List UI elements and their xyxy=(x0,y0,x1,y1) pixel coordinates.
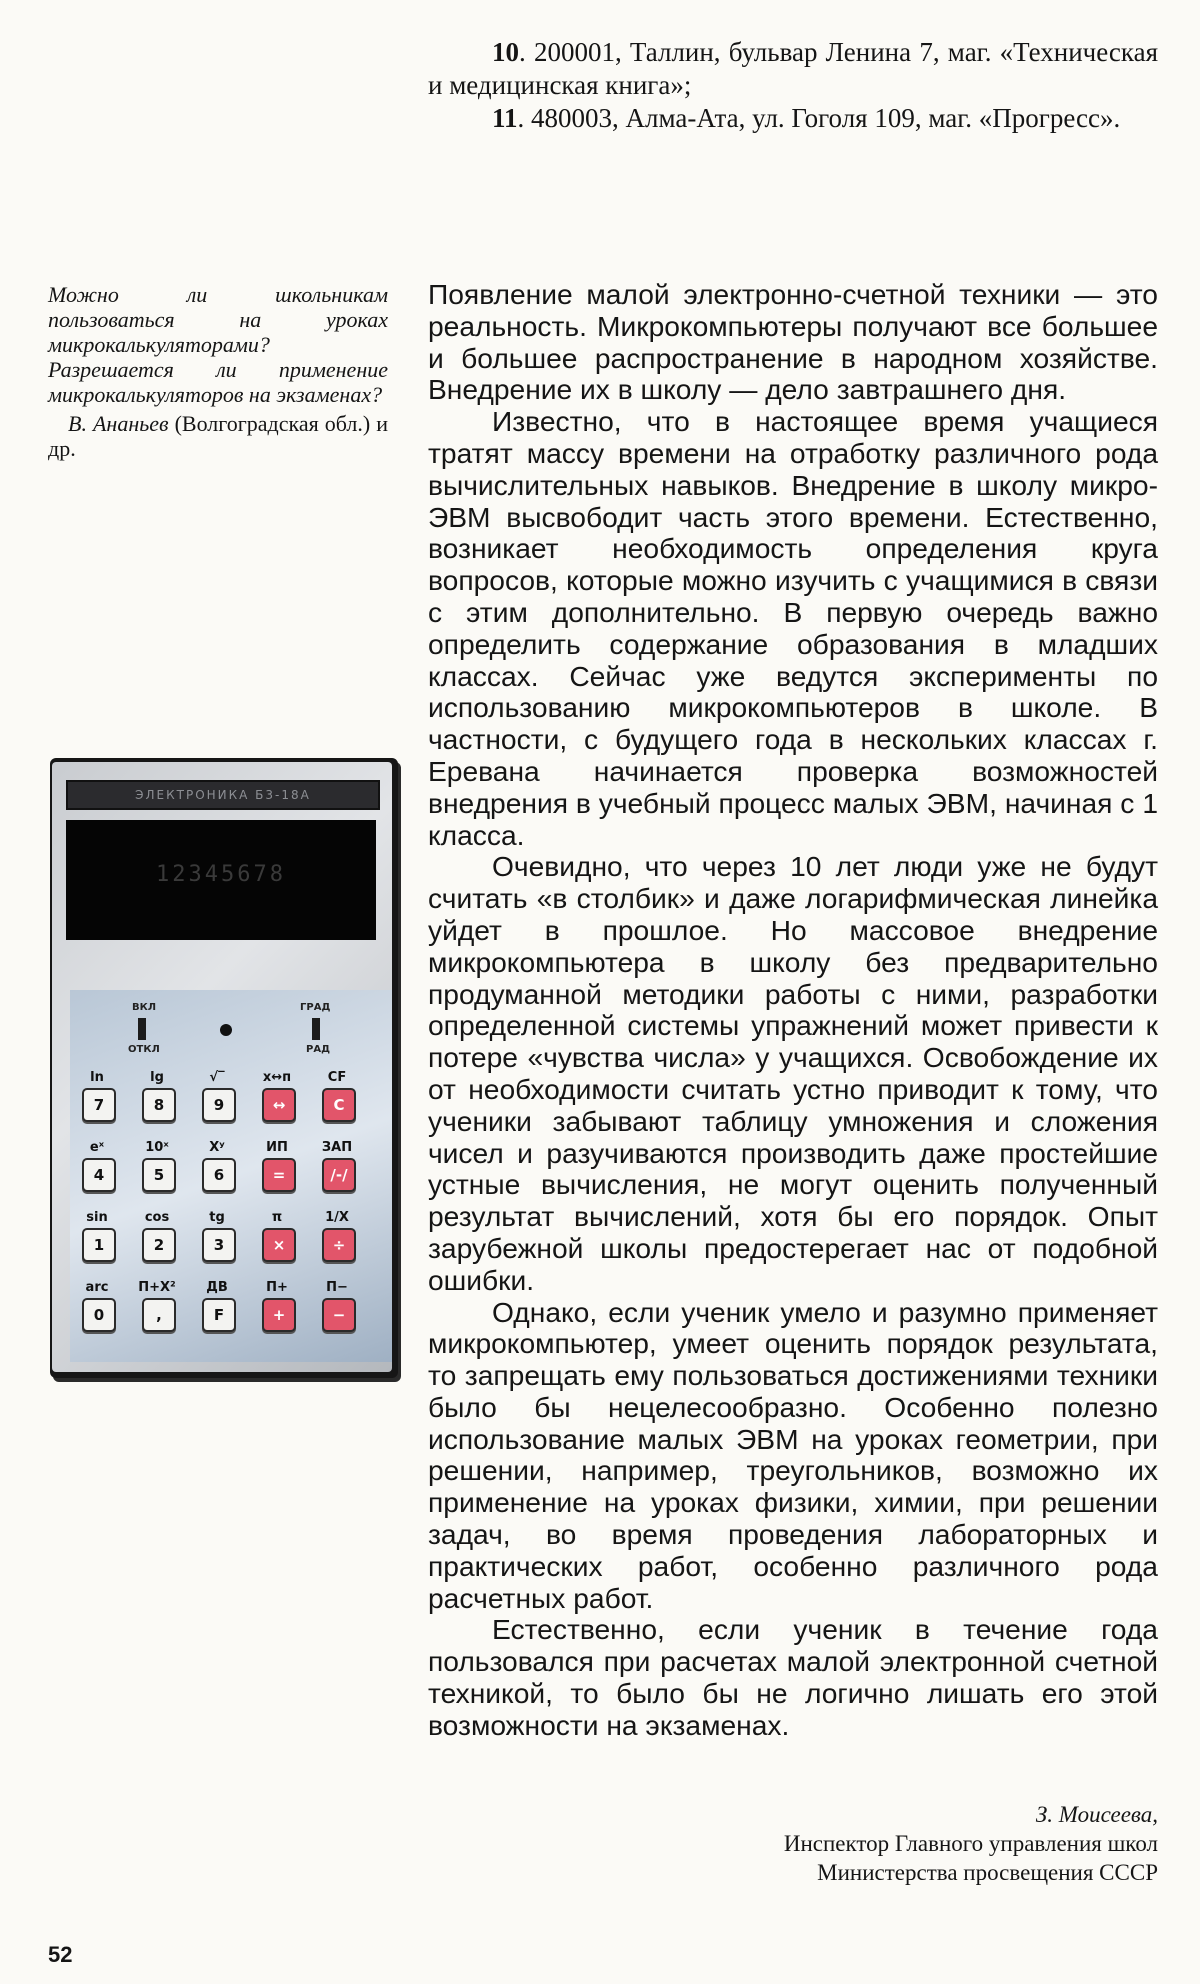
signature-org: Министерства просвещения СССР xyxy=(817,1860,1158,1885)
calculator-key: F xyxy=(202,1298,236,1332)
calculator-key: 6 xyxy=(202,1158,236,1192)
article-paragraph: Очевидно, что через 10 лет люди уже не будут считать «в столбик» и даже логарифмическая линейка уйдет в прошлое. Но массовое внедрение микрокомпьютера в школу без предварительно продуманной методики работы с ними, разработки определенной системы упражнений может привести к потере «чувства числа» у учащихся. Освобождение их от необходимости считать устно приводит к тому, что ученики забывают таблицу умножения и сложения чисел и разучиваются производить даже простейшие устные вычисления, не могут оценить полученный результат вычислений, хотя бы его порядок. Опыт зарубежной школы предостерегает нас от подобной ошибки. xyxy=(428,850,1158,1296)
key-function-label: eˣ xyxy=(89,1140,105,1155)
article-body xyxy=(428,279,1158,1742)
calculator-key: /-/ xyxy=(322,1158,356,1192)
key-function-label: Xʸ xyxy=(209,1140,225,1155)
key-function-label: 1/X xyxy=(325,1210,349,1225)
article-paragraph: Появление малой электронно-счетной техники — это реальность. Микрокомпьютеры получают все большее и большее распространение в народном хозяйстве. Внедрение их в школу — дело завтрашнего дня. xyxy=(428,278,1158,406)
calculator-display xyxy=(66,820,376,940)
question-text: Можно ли школьникам пользоваться на уроках микрокалькуляторами? Разрешается ли применение микрокалькуляторов на экзаменах? xyxy=(48,282,388,407)
calculator-key: 4 xyxy=(82,1158,116,1192)
address-list xyxy=(428,36,1158,135)
calculator-key: − xyxy=(322,1298,356,1332)
switch-label: ГРАД xyxy=(300,1002,331,1013)
calculator-key: 5 xyxy=(142,1158,176,1192)
signature-name: З. Моисеева, xyxy=(1035,1802,1158,1827)
calculator-key: + xyxy=(262,1298,296,1332)
calculator-key: ↔ xyxy=(262,1088,296,1122)
key-function-label: П+X² xyxy=(138,1280,176,1295)
question-author: В. Ананьев (Волгоградская обл.) и др. xyxy=(48,411,389,461)
switch-label: ОТКЛ xyxy=(128,1044,160,1055)
switch-label: ВКЛ xyxy=(132,1002,157,1013)
key-function-label: ln xyxy=(90,1070,104,1085)
address-item: 11. 480003, Алма-Ата, ул. Гоголя 109, маг. «Прогресс». xyxy=(492,103,1121,133)
calculator-key: = xyxy=(262,1158,296,1192)
calculator-key: 7 xyxy=(82,1088,116,1122)
key-function-label: tg xyxy=(209,1210,225,1225)
calculator-key: 1 xyxy=(82,1228,116,1262)
signature xyxy=(784,1800,1158,1887)
page-number: 52 xyxy=(48,1942,73,1967)
key-function-label: sin xyxy=(86,1210,108,1225)
key-function-label: x↔п xyxy=(262,1070,292,1085)
calculator-key: C xyxy=(322,1088,356,1122)
key-function-label: ИП xyxy=(266,1140,288,1155)
key-function-label: arc xyxy=(85,1280,109,1295)
calculator-key: 3 xyxy=(202,1228,236,1262)
calculator-key: 0 xyxy=(82,1298,116,1332)
signature-title: Инспектор Главного управления школ xyxy=(783,1831,1158,1856)
key-function-label: CF xyxy=(327,1070,347,1085)
display-digits: 12345678 xyxy=(156,862,286,887)
reader-question xyxy=(48,282,388,461)
article-paragraph: Естественно, если ученик в течение года пользовался при расчетах малой электронной счетной техникой, то было бы не логично лишать его этой возможности на экзаменах. xyxy=(428,1613,1158,1741)
address-item: 10. 200001, Таллин, бульвар Ленина 7, маг. «Техническая и медицинская книга»; xyxy=(428,37,1158,100)
key-function-label: lg xyxy=(150,1070,164,1085)
power-switch xyxy=(138,1018,146,1040)
calculator-key: × xyxy=(262,1228,296,1262)
calculator-body xyxy=(52,762,392,1372)
calculator-keypad xyxy=(70,990,392,1362)
key-function-label: π xyxy=(271,1210,283,1225)
key-function-label: ЗАП xyxy=(321,1140,353,1155)
key-function-label: √‾ xyxy=(209,1070,225,1085)
angle-switch xyxy=(312,1018,320,1040)
calculator-key: 9 xyxy=(202,1088,236,1122)
article-paragraph: Известно, что в настоящее время учащиеся тратят массу времени на отработку различного рода вычислительных навыков. Внедрение в школу микро-ЭВМ высвободит часть этого времени. Естественно, возникает необходимость определения круга вопросов, которые можно изучить с учащимися в связи с этим дополнительно. В первую очередь важно определить содержание образования в младших классах. Сейчас уже ведутся эксперименты по использованию микрокомпьютеров в школе. В частности, с будущего года в нескольких классах г. Еревана начинается проверка возможностей внедрения в учебный процесс малых ЭВМ, начиная с 1 класса. xyxy=(428,405,1158,851)
calculator-brand: ЭЛЕКТРОНИКА Б3-18А xyxy=(66,780,380,810)
article-paragraph: Однако, если ученик умело и разумно применяет микрокомпьютер, умеет оценить порядок результата, то запрещать ему пользоваться достижениями техники было бы нецелесообразно. Особенно полезно использование малых ЭВМ на уроках геометрии, при решении, например, треугольников, возможно их применение на уроках физики, химии, при решении задач, во время проведения лабораторных и практических работ, особенно различного рода расчетных работ. xyxy=(428,1295,1158,1614)
key-function-label: 10ˣ xyxy=(145,1140,169,1155)
calculator-key: 8 xyxy=(142,1088,176,1122)
key-function-label: П+ xyxy=(266,1280,288,1295)
key-function-label: П− xyxy=(326,1280,348,1295)
switch-label: РАД xyxy=(306,1044,330,1055)
calculator-photo xyxy=(50,758,398,1378)
key-function-label: cos xyxy=(144,1210,170,1225)
indicator-dot xyxy=(220,1024,232,1036)
calculator-key: , xyxy=(142,1298,176,1332)
key-function-label: ДВ xyxy=(206,1280,228,1295)
calculator-key: 2 xyxy=(142,1228,176,1262)
calculator-key: ÷ xyxy=(322,1228,356,1262)
